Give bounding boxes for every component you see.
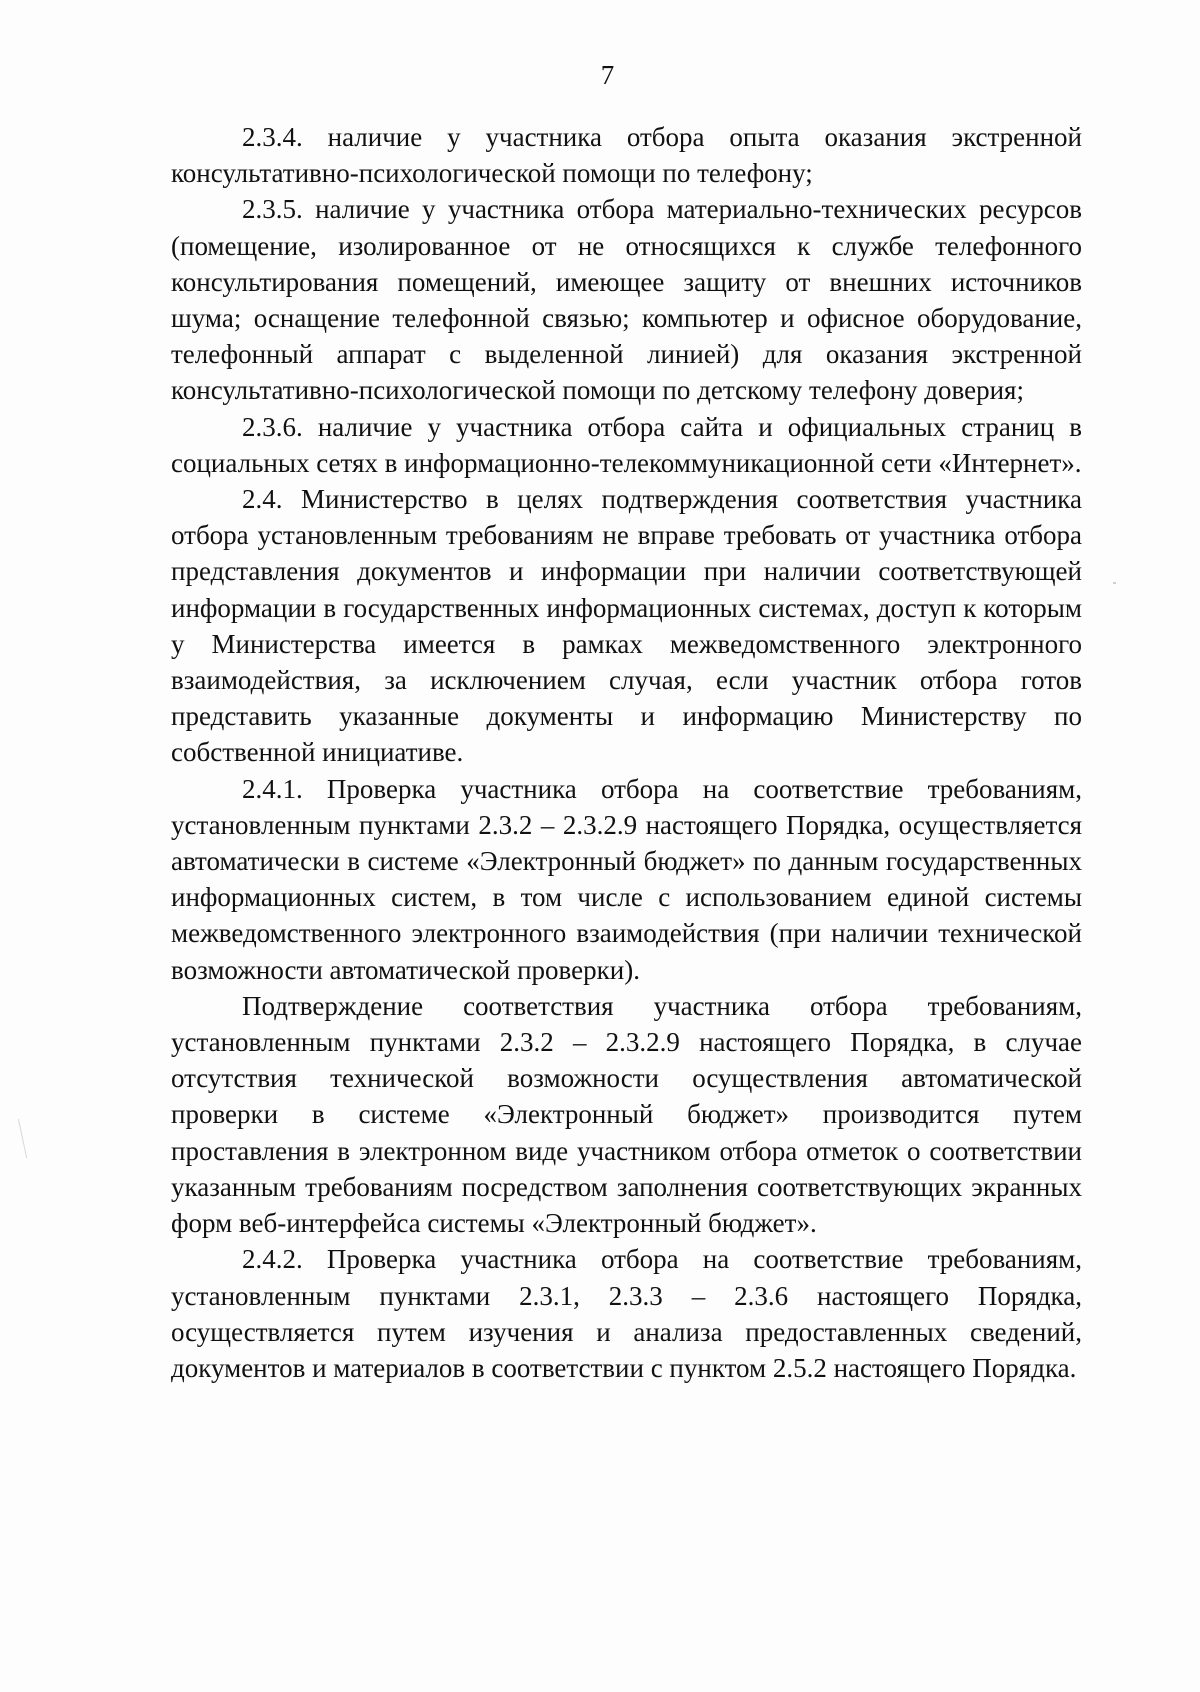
- paragraph-2-3-6: 2.3.6. наличие у участника отбора сайта и официальных страниц в социальных сетях в информационно-телекоммуникационной сети «Интернет».: [171, 411, 1082, 478]
- paragraph-2-4: 2.4. Министерство в целях подтверждения соответствия участника отбора установленным требованиям не вправе требовать от участника отбора представления документов и информации при наличии соответствующей информации в государственных информационных системах, доступ к которым у Министерства имеется в рамках межведомственного электронного взаимодействия, за исключением случая, если участник отбора готов представить указанные документы и информацию Министерству по собственной инициативе.: [171, 484, 1082, 768]
- paragraph-confirmation: Подтверждение соответствия участника отбора требованиям, установленным пунктами 2.3.2 – 2.3.2.9 настоящего Порядка, в случае отсутствия технической возможности осуществления автоматической проверки в системе «Электронный бюджет» производится путем проставления в электронном виде участником отбора отметок о соответствии указанным требованиям посредством заполнения соответствующих экранных форм веб-интерфейса системы «Электронный бюджет».: [171, 990, 1082, 1239]
- paragraph-2-4-2: 2.4.2. Проверка участника отбора на соответствие требованиям, установленным пунктами 2.3.1, 2.3.3 – 2.3.6 настоящего Порядка, осуществляется путем изучения и анализа предоставленных сведений, документов и материалов в соответствии с пунктом 2.5.2 настоящего Порядка.: [171, 1244, 1082, 1383]
- scan-artifact-dot: [1113, 582, 1116, 584]
- paragraph-2-3-5: 2.3.5. наличие у участника отбора материально-технических ресурсов (помещение, изолированное от не относящихся к службе телефонного консультирования помещений, имеющее защиту от внешних источников шума; оснащение телефонной связью; компьютер и офисное оборудование, телефонный аппарат с выделенной линией) для оказания экстренной консультативно-психологической помощи по детскому телефону доверия;: [171, 194, 1082, 406]
- paragraph-2-3-4: 2.3.4. наличие у участника отбора опыта оказания экстренной консультативно-психологической помощи по телефону;: [171, 122, 1082, 189]
- document-body: [171, 119, 1082, 1386]
- scan-artifact-mark: [18, 1118, 33, 1159]
- page-number: 7: [600, 60, 615, 90]
- paragraph-2-4-1: 2.4.1. Проверка участника отбора на соответствие требованиям, установленным пунктами 2.3.2 – 2.3.2.9 настоящего Порядка, осуществляется автоматически в системе «Электронный бюджет» по данным государственных информационных систем, в том числе с использованием единой системы межведомственного электронного взаимодействия (при наличии технической возможности автоматической проверки).: [171, 773, 1082, 985]
